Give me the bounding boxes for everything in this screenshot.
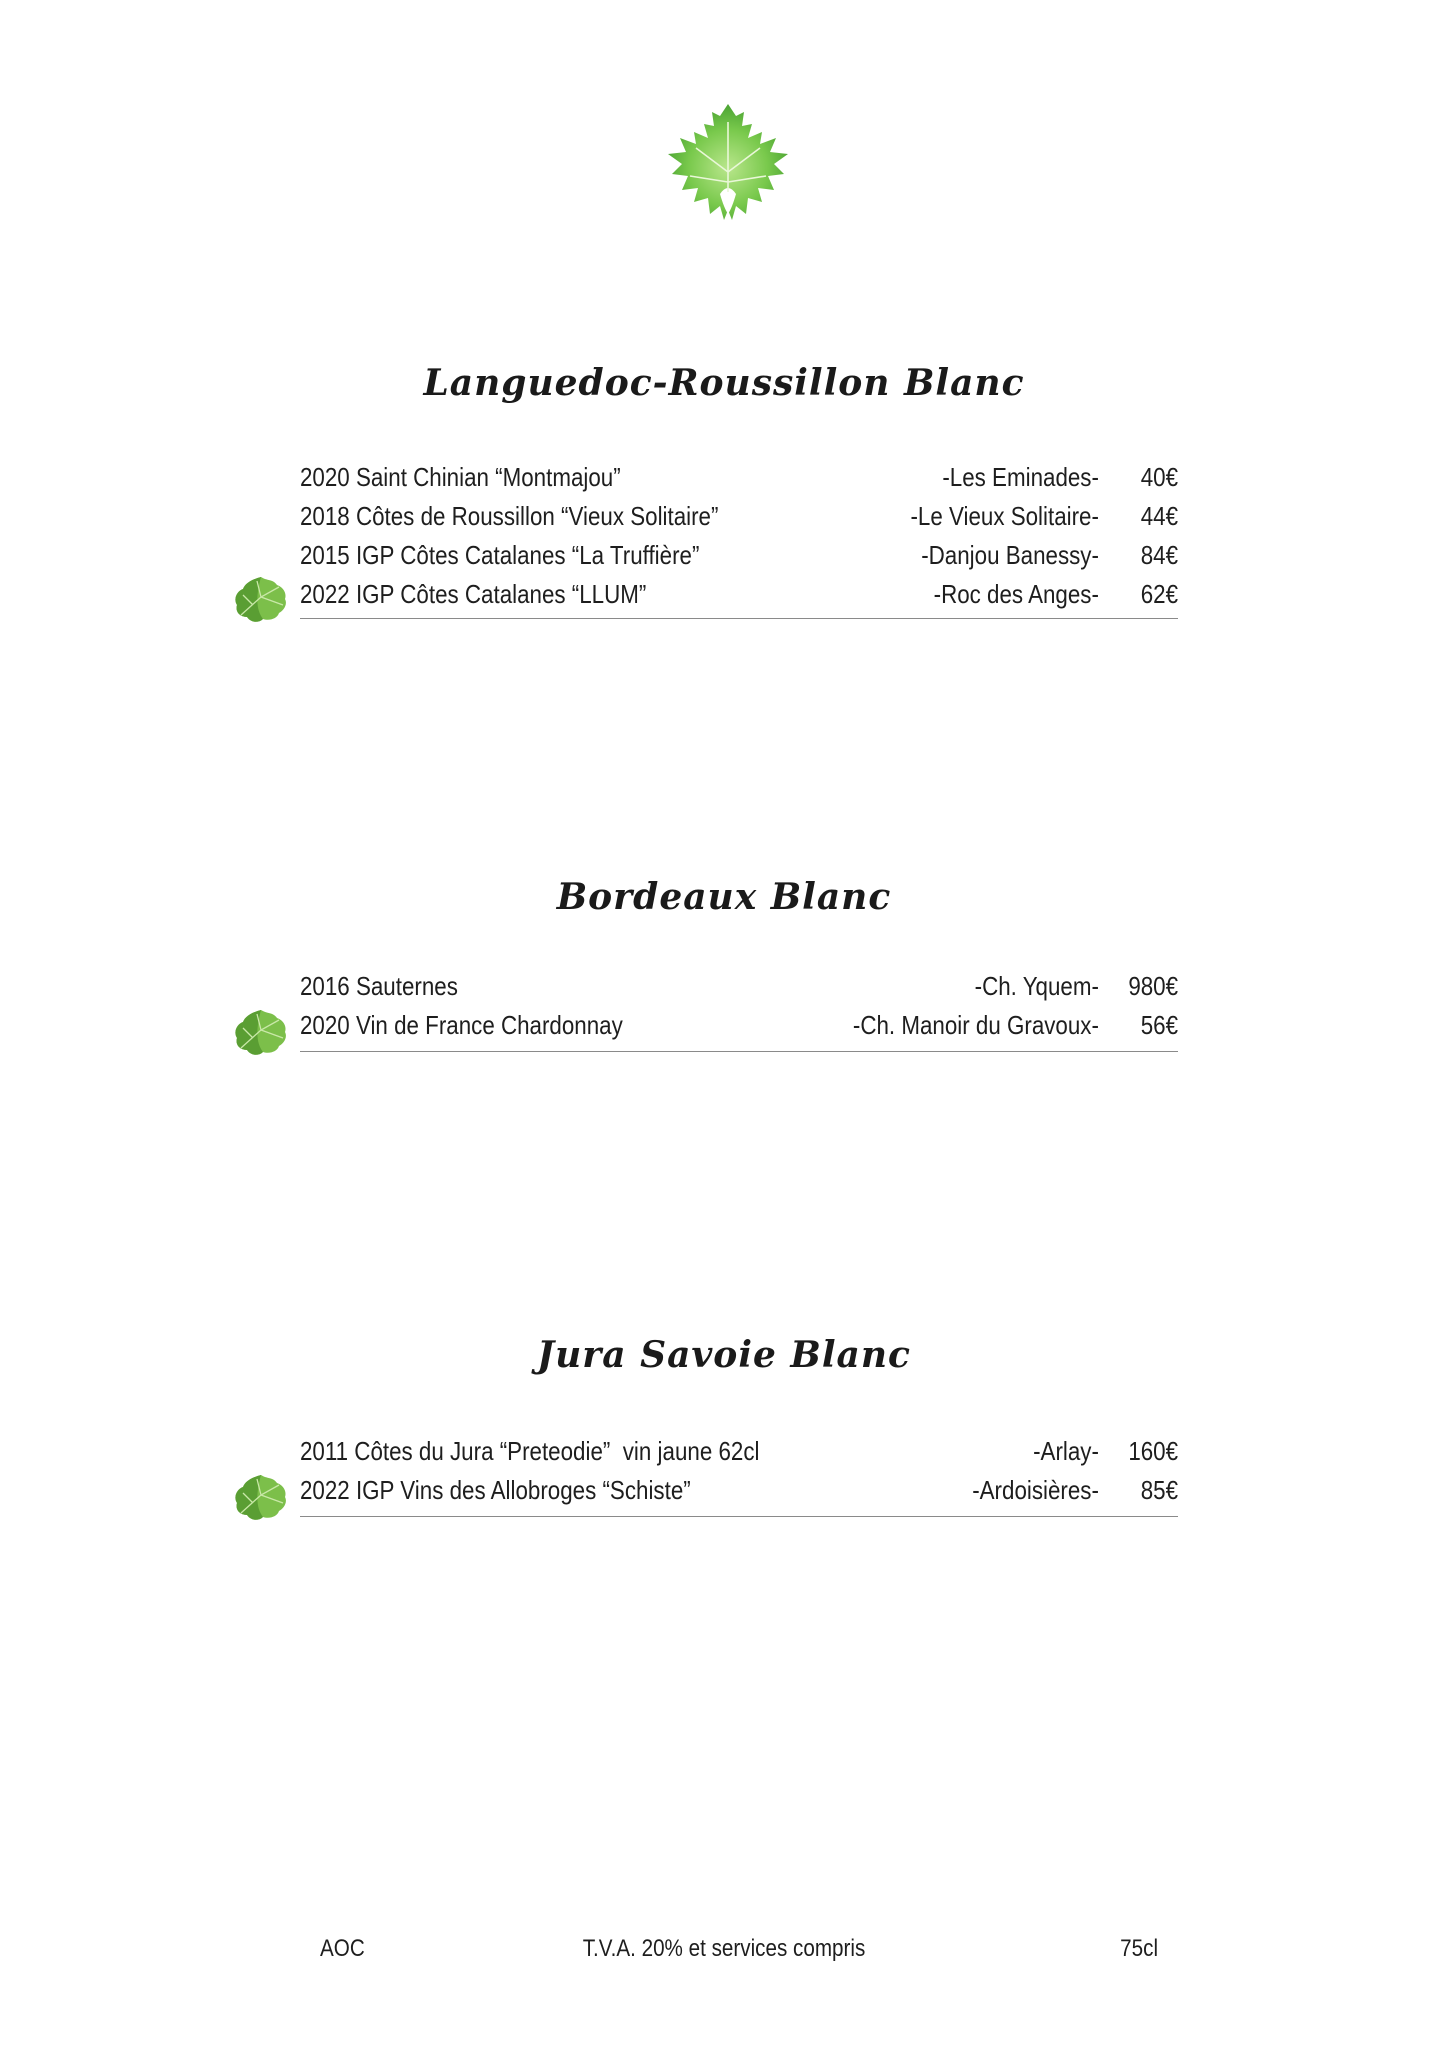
small-vine-leaf-icon: [233, 575, 289, 625]
wine-price: 160€: [1128, 1436, 1179, 1466]
wine-list: [300, 1432, 1178, 1510]
wine-name: 2020 Vin de France Chardonnay: [300, 1010, 623, 1040]
wine-price: 56€: [1140, 1010, 1179, 1040]
wine-price: 40€: [1140, 462, 1179, 492]
wine-name: 2016 Sauternes: [300, 971, 458, 1001]
wine-row: [300, 497, 1178, 536]
wine-producer: -Le Vieux Solitaire-: [910, 501, 1099, 531]
wine-row: [300, 575, 1178, 614]
footer-tax-note: T.V.A. 20% et services compris: [582, 1935, 866, 1962]
small-vine-leaf-icon: [233, 1473, 289, 1523]
wine-producer: -Roc des Anges-: [933, 579, 1099, 609]
wine-producer: -Les Eminades-: [942, 462, 1099, 492]
wine-price: 85€: [1140, 1475, 1179, 1505]
wine-price: 980€: [1128, 971, 1179, 1001]
footer-aoc: AOC: [320, 1935, 365, 1962]
divider-line: [300, 618, 1178, 619]
divider-line: [300, 1516, 1178, 1517]
wine-name: 2022 IGP Côtes Catalanes “LLUM”: [300, 579, 647, 609]
wine-price: 62€: [1140, 579, 1179, 609]
wine-producer: -Ch. Manoir du Gravoux-: [852, 1010, 1099, 1040]
wine-price: 84€: [1140, 540, 1179, 570]
wine-list: [300, 458, 1178, 614]
wine-row: [300, 967, 1178, 1006]
vine-leaf-icon: [666, 102, 790, 230]
wine-row: [300, 1432, 1178, 1471]
footer-volume: 75cl: [1120, 1935, 1158, 1962]
wine-name: 2022 IGP Vins des Allobroges “Schiste”: [300, 1475, 691, 1505]
wine-producer: -Ardoisières-: [972, 1475, 1099, 1505]
wine-list: [300, 967, 1178, 1045]
wine-row: [300, 1471, 1178, 1510]
section-title: Bordeaux Blanc: [556, 876, 892, 918]
wine-producer: -Arlay-: [1033, 1436, 1099, 1466]
wine-price: 44€: [1140, 501, 1179, 531]
wine-name: 2011 Côtes du Jura “Preteodie” vin jaune 62cl: [300, 1436, 760, 1466]
wine-name: 2015 IGP Côtes Catalanes “La Truffière”: [300, 540, 700, 570]
small-vine-leaf-icon: [233, 1008, 289, 1058]
section-title: Languedoc-Roussillon Blanc: [423, 362, 1025, 404]
wine-name: 2018 Côtes de Roussillon “Vieux Solitaire”: [300, 501, 719, 531]
section-title: Jura Savoie Blanc: [537, 1334, 911, 1376]
wine-row: [300, 536, 1178, 575]
divider-line: [300, 1051, 1178, 1052]
wine-name: 2020 Saint Chinian “Montmajou”: [300, 462, 621, 492]
wine-producer: -Danjou Banessy-: [921, 540, 1099, 570]
wine-row: [300, 458, 1178, 497]
wine-row: [300, 1006, 1178, 1045]
wine-producer: -Ch. Yquem-: [974, 971, 1099, 1001]
